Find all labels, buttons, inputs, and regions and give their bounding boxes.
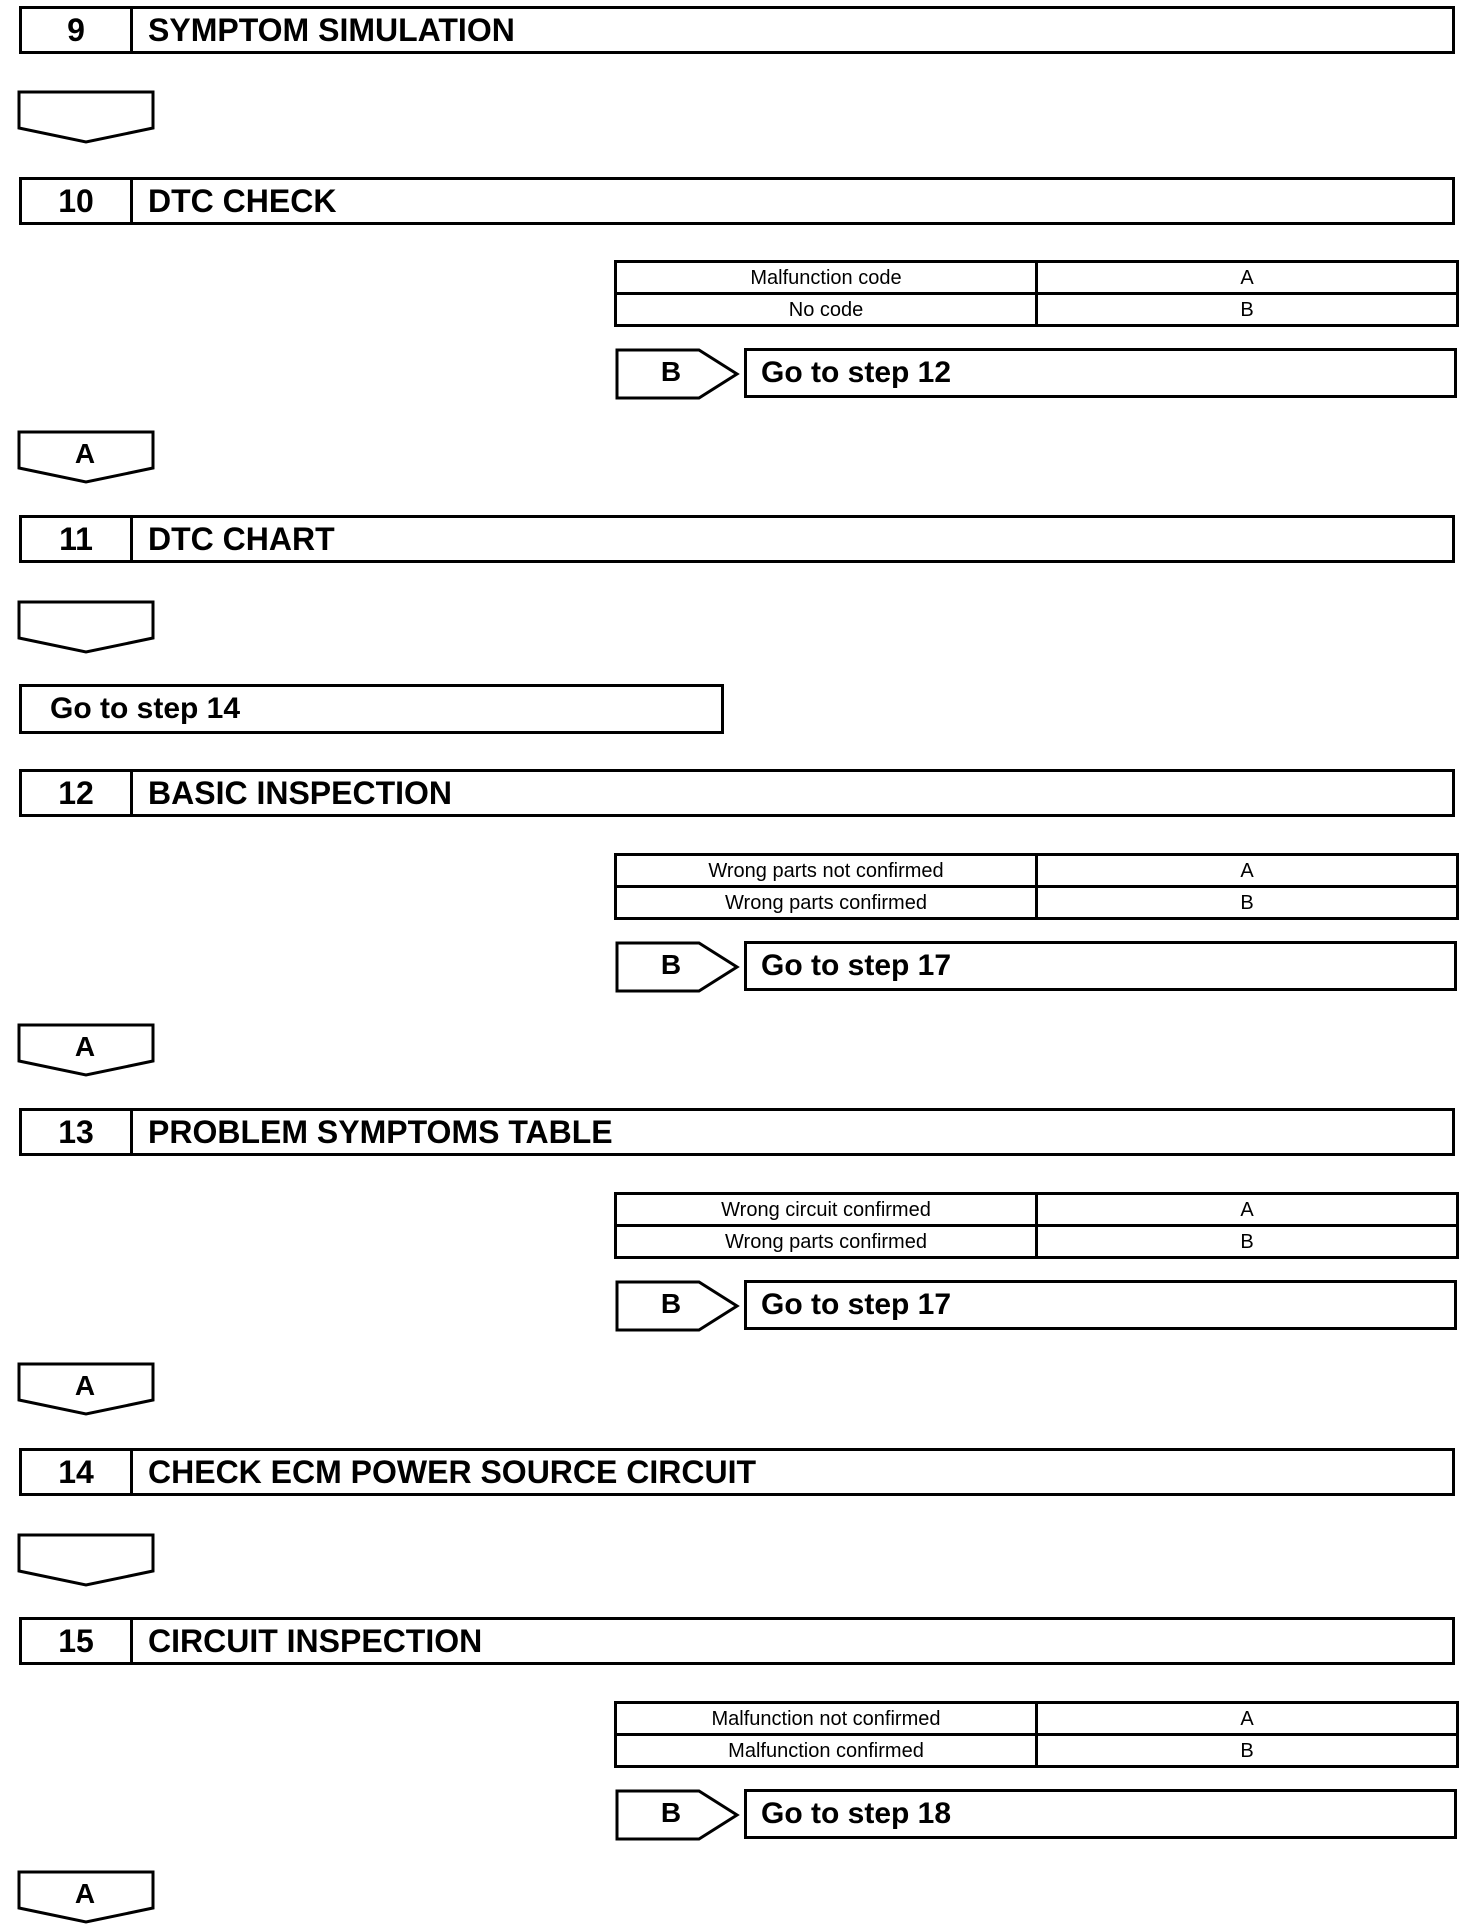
flow-label: A (74, 438, 96, 469)
result-code: A (1037, 1194, 1458, 1226)
result-condition: Wrong circuit confirmed (616, 1194, 1037, 1226)
step-header-15 (19, 1617, 1455, 1665)
result-condition: Malfunction not confirmed (616, 1703, 1037, 1735)
table-row (616, 262, 1458, 294)
result-code: A (1037, 262, 1458, 294)
step-title: SYMPTOM SIMULATION (148, 12, 515, 48)
goto-step-box: Go to step 14 (19, 684, 724, 734)
result-condition: Wrong parts confirmed (616, 1226, 1037, 1258)
goto-step-box: Go to step 12 (744, 348, 1457, 398)
step-number: 13 (22, 1111, 133, 1153)
step-title: DTC CHECK (148, 183, 337, 219)
branch-label: B (660, 949, 682, 980)
flow-label: A (74, 1878, 96, 1909)
step-title: CHECK ECM POWER SOURCE CIRCUIT (148, 1454, 757, 1490)
result-code: A (1037, 1703, 1458, 1735)
step-header-9 (19, 6, 1455, 54)
goto-step-box: Go to step 17 (744, 941, 1457, 991)
step-number: 10 (22, 180, 133, 222)
step-number: 9 (22, 9, 133, 51)
step-header-11 (19, 515, 1455, 563)
result-condition: Malfunction confirmed (616, 1735, 1037, 1767)
table-row (616, 1703, 1458, 1735)
result-table-step13 (614, 1192, 1459, 1259)
branch-label: B (660, 1797, 682, 1828)
step-number: 12 (22, 772, 133, 814)
result-code: B (1037, 887, 1458, 919)
table-row (616, 1735, 1458, 1767)
step-header-14 (19, 1448, 1455, 1496)
step-title: PROBLEM SYMPTOMS TABLE (148, 1114, 613, 1150)
branch-label: B (660, 356, 682, 387)
result-condition: Wrong parts confirmed (616, 887, 1037, 919)
result-condition: Malfunction code (616, 262, 1037, 294)
branch-label: B (660, 1288, 682, 1319)
flow-down-arrow-icon (17, 1533, 157, 1589)
result-table-step15 (614, 1701, 1459, 1768)
step-number: 14 (22, 1451, 133, 1493)
table-row (616, 294, 1458, 326)
goto-step-box: Go to step 17 (744, 1280, 1457, 1330)
table-row (616, 1194, 1458, 1226)
flow-down-arrow-icon (17, 600, 157, 656)
result-code: B (1037, 1735, 1458, 1767)
step-number: 15 (22, 1620, 133, 1662)
result-condition: Wrong parts not confirmed (616, 855, 1037, 887)
result-code: B (1037, 294, 1458, 326)
step-header-13 (19, 1108, 1455, 1156)
step-title: DTC CHART (148, 521, 335, 557)
step-title: BASIC INSPECTION (148, 775, 453, 811)
step-header-10 (19, 177, 1455, 225)
result-table-step12 (614, 853, 1459, 920)
table-row (616, 855, 1458, 887)
table-row (616, 1226, 1458, 1258)
flow-label: A (74, 1370, 96, 1401)
table-row (616, 887, 1458, 919)
flow-label: A (74, 1031, 96, 1062)
result-code: A (1037, 855, 1458, 887)
step-title: CIRCUIT INSPECTION (148, 1623, 483, 1659)
step-header-12 (19, 769, 1455, 817)
result-condition: No code (616, 294, 1037, 326)
result-table-step10 (614, 260, 1459, 327)
step-number: 11 (22, 518, 133, 560)
flow-down-arrow-icon (17, 90, 157, 146)
result-code: B (1037, 1226, 1458, 1258)
goto-step-box: Go to step 18 (744, 1789, 1457, 1839)
